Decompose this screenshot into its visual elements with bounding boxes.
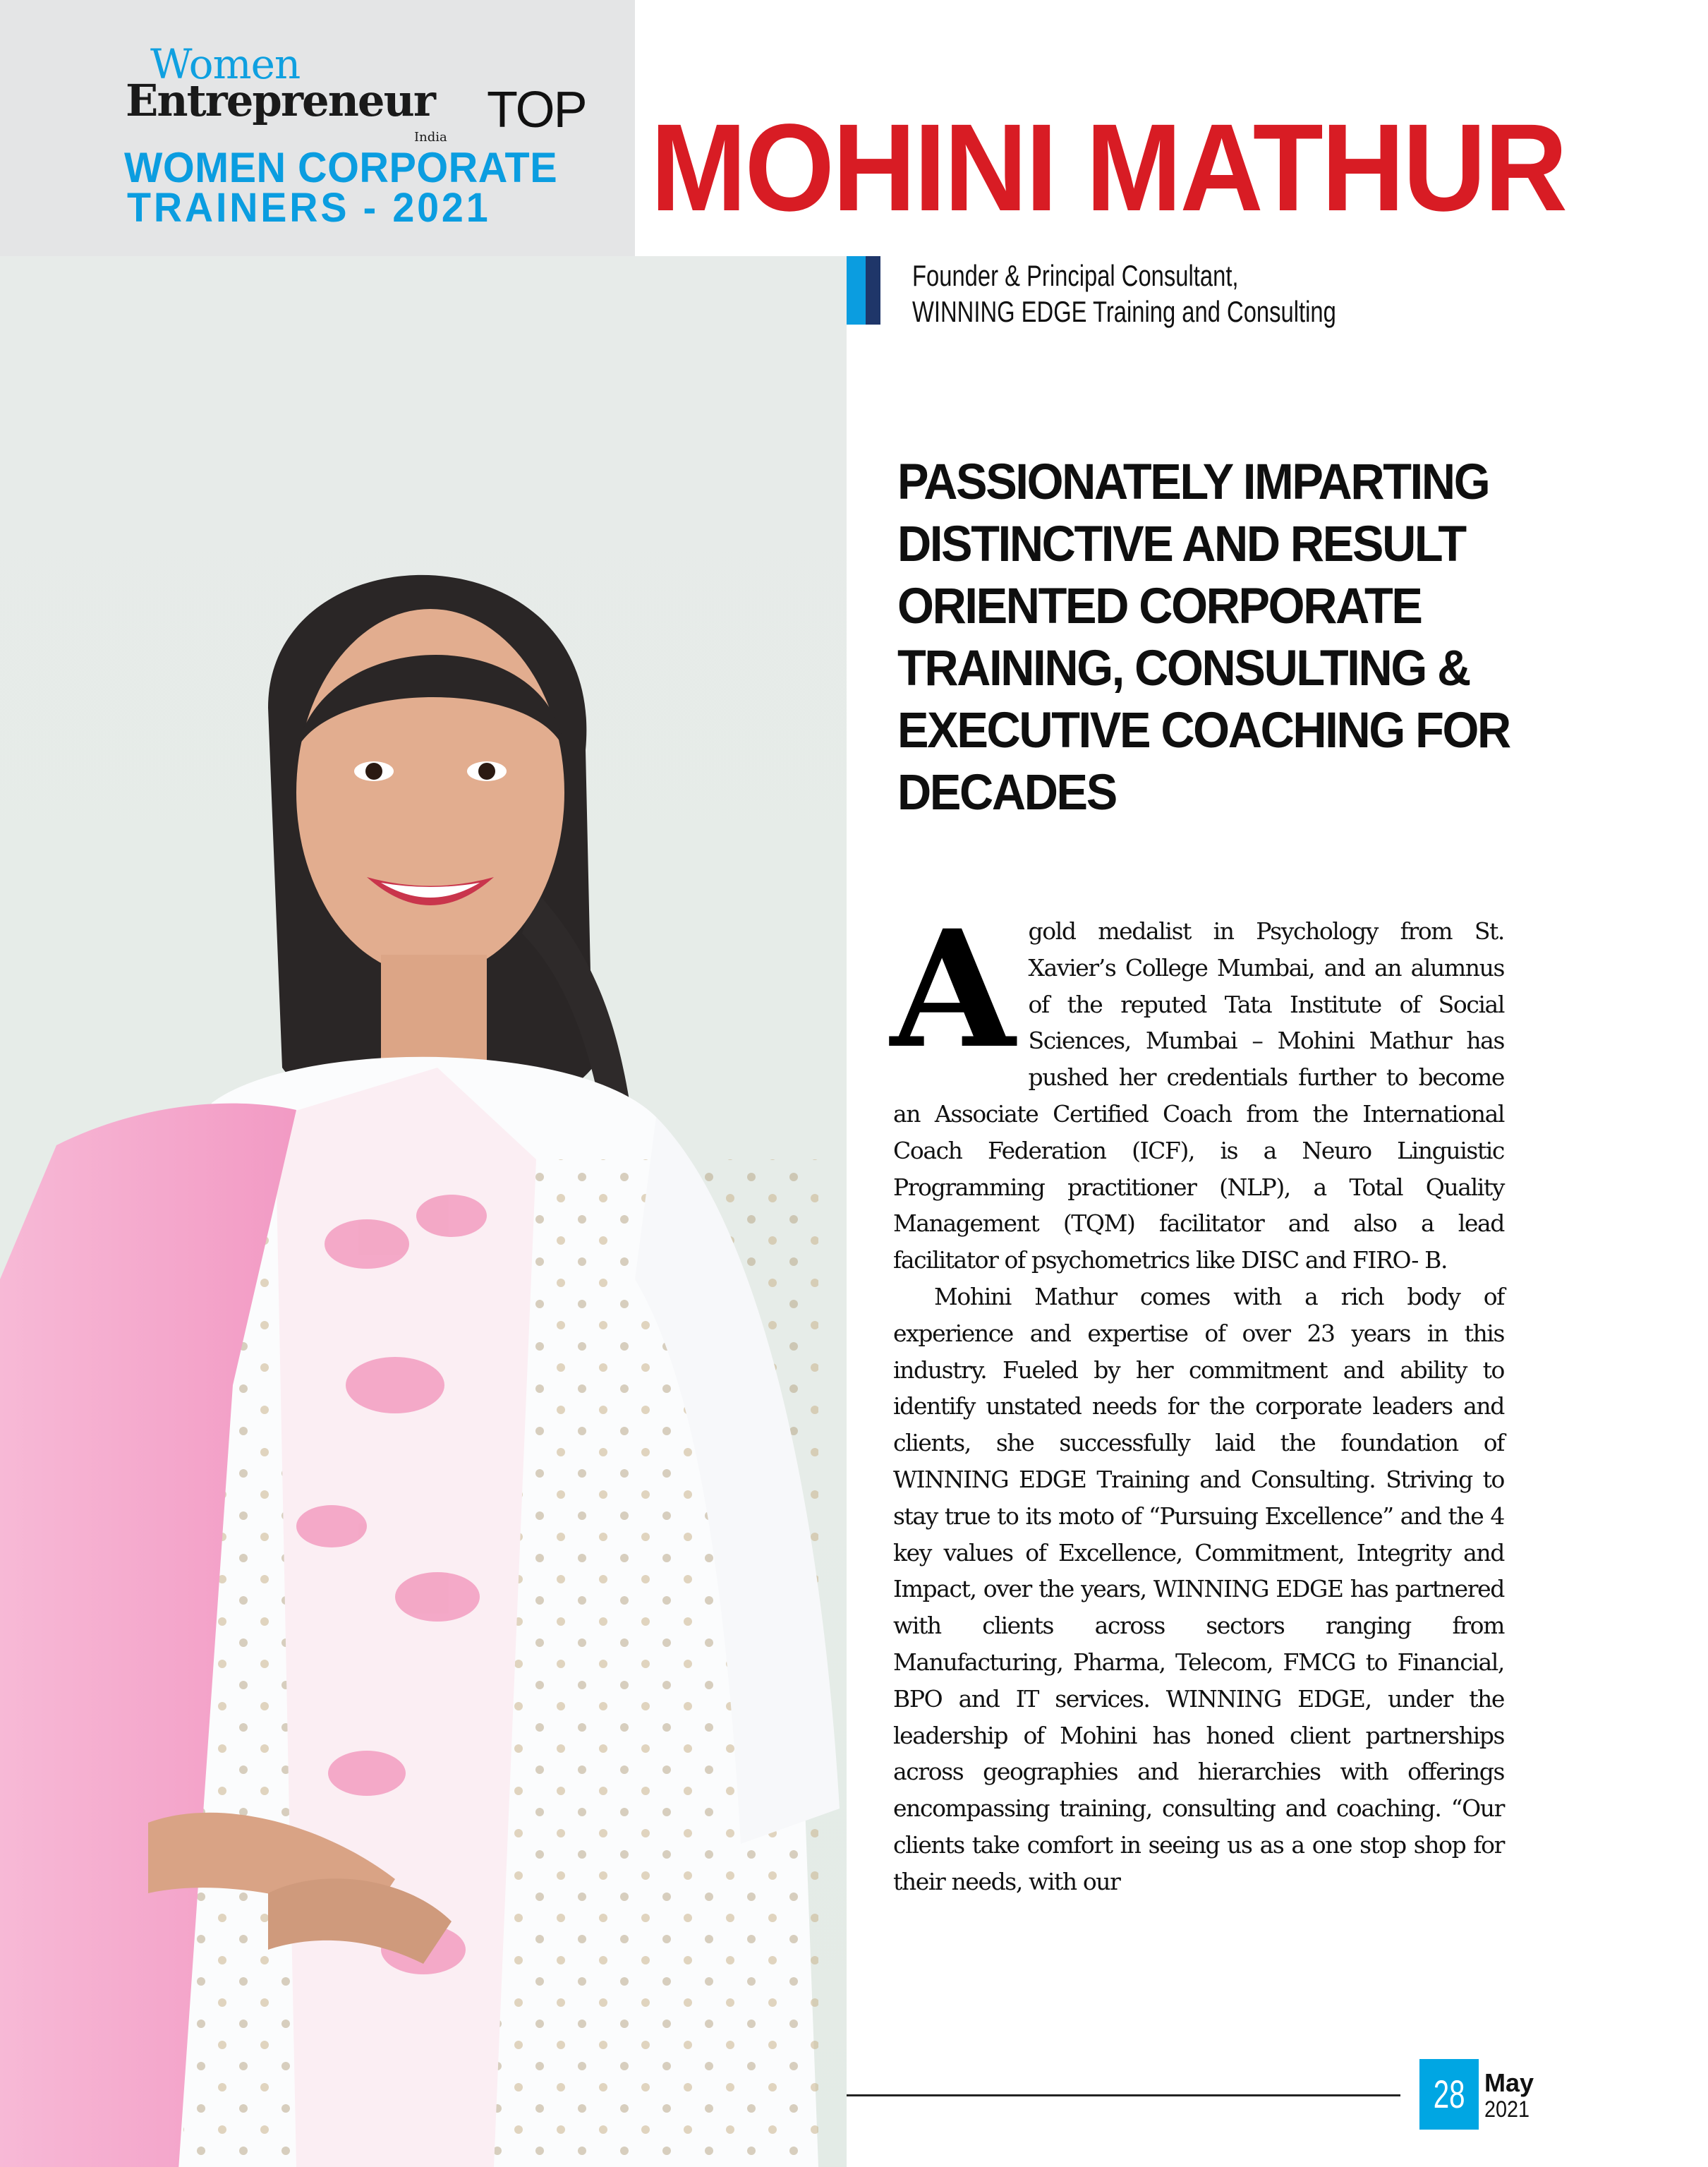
profile-name: MOHINI MATHUR	[650, 99, 1566, 237]
issue-year: 2021	[1484, 2096, 1530, 2122]
footer-divider	[847, 2094, 1400, 2096]
page-number: 28	[1433, 2072, 1465, 2116]
drop-cap: A	[890, 895, 1014, 1084]
brand-logo-region: India	[414, 130, 447, 145]
article-paragraph	[890, 895, 1504, 1279]
profile-role: Founder & Principal Consultant,	[912, 259, 1239, 292]
headline-line: EXECUTIVE COACHING FOR	[897, 703, 1510, 759]
list-prefix: TOP	[487, 82, 586, 138]
list-title-line1: WOMEN CORPORATE	[124, 144, 558, 191]
portrait-illustration	[0, 256, 847, 2167]
list-title-line2: TRAINERS - 2021	[127, 185, 491, 231]
article-headline	[897, 452, 1673, 824]
profile-photo	[0, 256, 847, 2167]
brand-logo-entrepreneur: Entrepreneur	[126, 75, 435, 126]
headline-line: TRAINING, CONSULTING &	[897, 641, 1470, 696]
page-number-badge	[1419, 2059, 1479, 2130]
article-paragraph: Mohini Mathur comes with a rich body of experience and expertise of over 23 years in this industry. Fueled by her commitment and ability to identify unstated needs for the corporate leaders and clients, she successfully laid the foundation of WINNING EDGE Training and Consulting. Striving to stay true to its moto of “Pursuing Excellence” and the 4 key values of Excellence, Commitment, Integrity and Impact, over the years, WINNING EDGE has partnered with clients across sectors ranging from Manufacturing, Pharma, Telecom, FMCG to Financial, BPO and IT services. WINNING EDGE, under the leadership of Mohini has honed client partnerships across geographies and hierarchies with offerings encompassing training, consulting and coaching. “Our clients take comfort in seeing us as a one stop shop for their needs, with our	[893, 1282, 1504, 1895]
headline-line: ORIENTED CORPORATE	[897, 579, 1422, 634]
headline-line: PASSIONATELY IMPARTING	[897, 454, 1489, 510]
accent-bar-light	[847, 256, 866, 325]
brand-logo-women: Women	[150, 40, 301, 88]
headline-line: DECADES	[897, 765, 1116, 821]
issue-month: May	[1484, 2068, 1534, 2097]
article-body	[890, 895, 1504, 1900]
headline-line: DISTINCTIVE AND RESULT	[897, 517, 1465, 572]
paragraph-text: gold medalist in Psychology from St. Xavier’s College Mumbai, and an alumnus of the reputed Tata Institute of Social Sciences, Mumbai – Mohini Mathur has pushed her credentials further to become an Associate Certified Coach from the International Coach Federation (ICF), is a Neuro Linguistic Programming practitioner (NLP), a Total Quality Management (TQM) facilitator and also a lead facilitator of psychometrics like DISC and FIRO- B.	[893, 917, 1504, 1274]
profile-company: WINNING EDGE Training and Consulting	[912, 295, 1336, 328]
accent-bar-dark	[866, 256, 880, 325]
